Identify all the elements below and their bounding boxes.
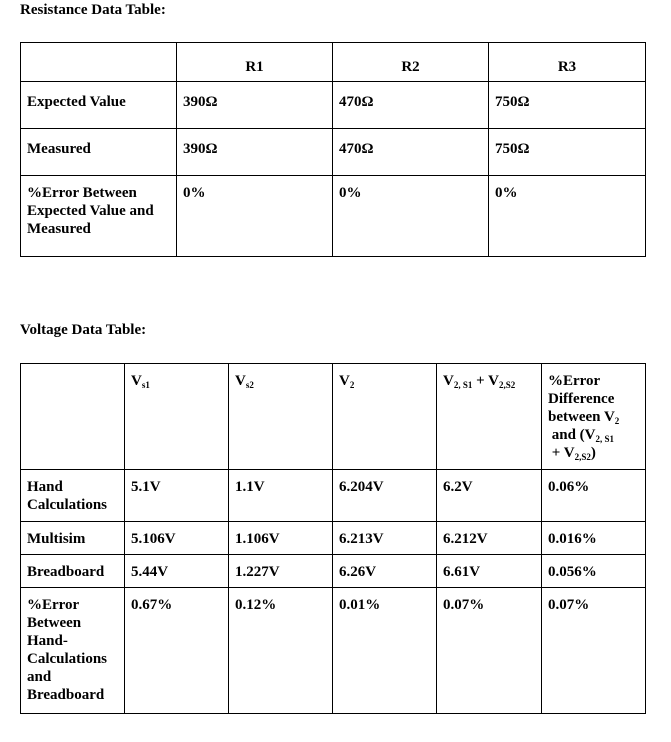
cell-value: 5.44V [125, 555, 229, 588]
table-row [21, 470, 646, 522]
cell-value: 0.07% [542, 588, 646, 714]
cell-value: 750Ω [489, 82, 646, 129]
cell-value: 0.01% [333, 588, 437, 714]
cell-value: 0.07% [437, 588, 542, 714]
cell-value: 470Ω [333, 129, 489, 176]
cell-value: 1.1V [229, 470, 333, 522]
row-label: Measured [21, 129, 177, 176]
cell-value: 6.61V [437, 555, 542, 588]
resistance-col-r3: R3 [489, 43, 646, 82]
cell-value: 390Ω [177, 82, 333, 129]
cell-value: 0% [333, 176, 489, 257]
cell-value: 0% [177, 176, 333, 257]
row-label: Multisim [21, 522, 125, 555]
table-row [21, 82, 646, 129]
voltage-corner-cell [21, 364, 125, 470]
cell-value: 5.106V [125, 522, 229, 555]
cell-value: 0.06% [542, 470, 646, 522]
row-label: %Error Between Expected Value and Measured [21, 176, 177, 257]
cell-value: 750Ω [489, 129, 646, 176]
voltage-heading: Voltage Data Table: [20, 322, 147, 338]
table-row [21, 522, 646, 555]
cell-value: 6.213V [333, 522, 437, 555]
cell-value: 6.26V [333, 555, 437, 588]
cell-value: 0% [489, 176, 646, 257]
voltage-table [20, 363, 646, 714]
row-label: %Error Between Hand-Calculations and Breadboard [21, 588, 125, 714]
row-label: Hand Calculations [21, 470, 125, 522]
voltage-col-v2: $V_2$ [333, 364, 437, 470]
row-label: Expected Value [21, 82, 177, 129]
cell-value: 1.227V [229, 555, 333, 588]
cell-value: 6.212V [437, 522, 542, 555]
cell-value: 6.2V [437, 470, 542, 522]
resistance-corner-cell [21, 43, 177, 82]
cell-value: 470Ω [333, 82, 489, 129]
table-row [21, 588, 646, 714]
voltage-col-sum: $V_{2, S1} + V_{2,S2}$ [437, 364, 542, 470]
cell-value: 5.1V [125, 470, 229, 522]
resistance-col-r1: R1 [177, 43, 333, 82]
table-row [21, 176, 646, 257]
row-label: Breadboard [21, 555, 125, 588]
cell-value: 6.204V [333, 470, 437, 522]
cell-value: 1.106V [229, 522, 333, 555]
cell-value: 0.67% [125, 588, 229, 714]
voltage-col-vs2: $V_{s2}$ [229, 364, 333, 470]
resistance-table [20, 42, 646, 257]
cell-value: 0.016% [542, 522, 646, 555]
table-row [21, 555, 646, 588]
voltage-col-vs1: $V_{s1}$ [125, 364, 229, 470]
resistance-col-r2: R2 [333, 43, 489, 82]
resistance-heading: Resistance Data Table: [20, 2, 166, 18]
table-row [21, 129, 646, 176]
cell-value: 0.12% [229, 588, 333, 714]
cell-value: 390Ω [177, 129, 333, 176]
voltage-col-error: %Error Difference between $V_2$ and $(V_{2, S1} + V_{2,S2})$ [542, 364, 646, 470]
cell-value: 0.056% [542, 555, 646, 588]
